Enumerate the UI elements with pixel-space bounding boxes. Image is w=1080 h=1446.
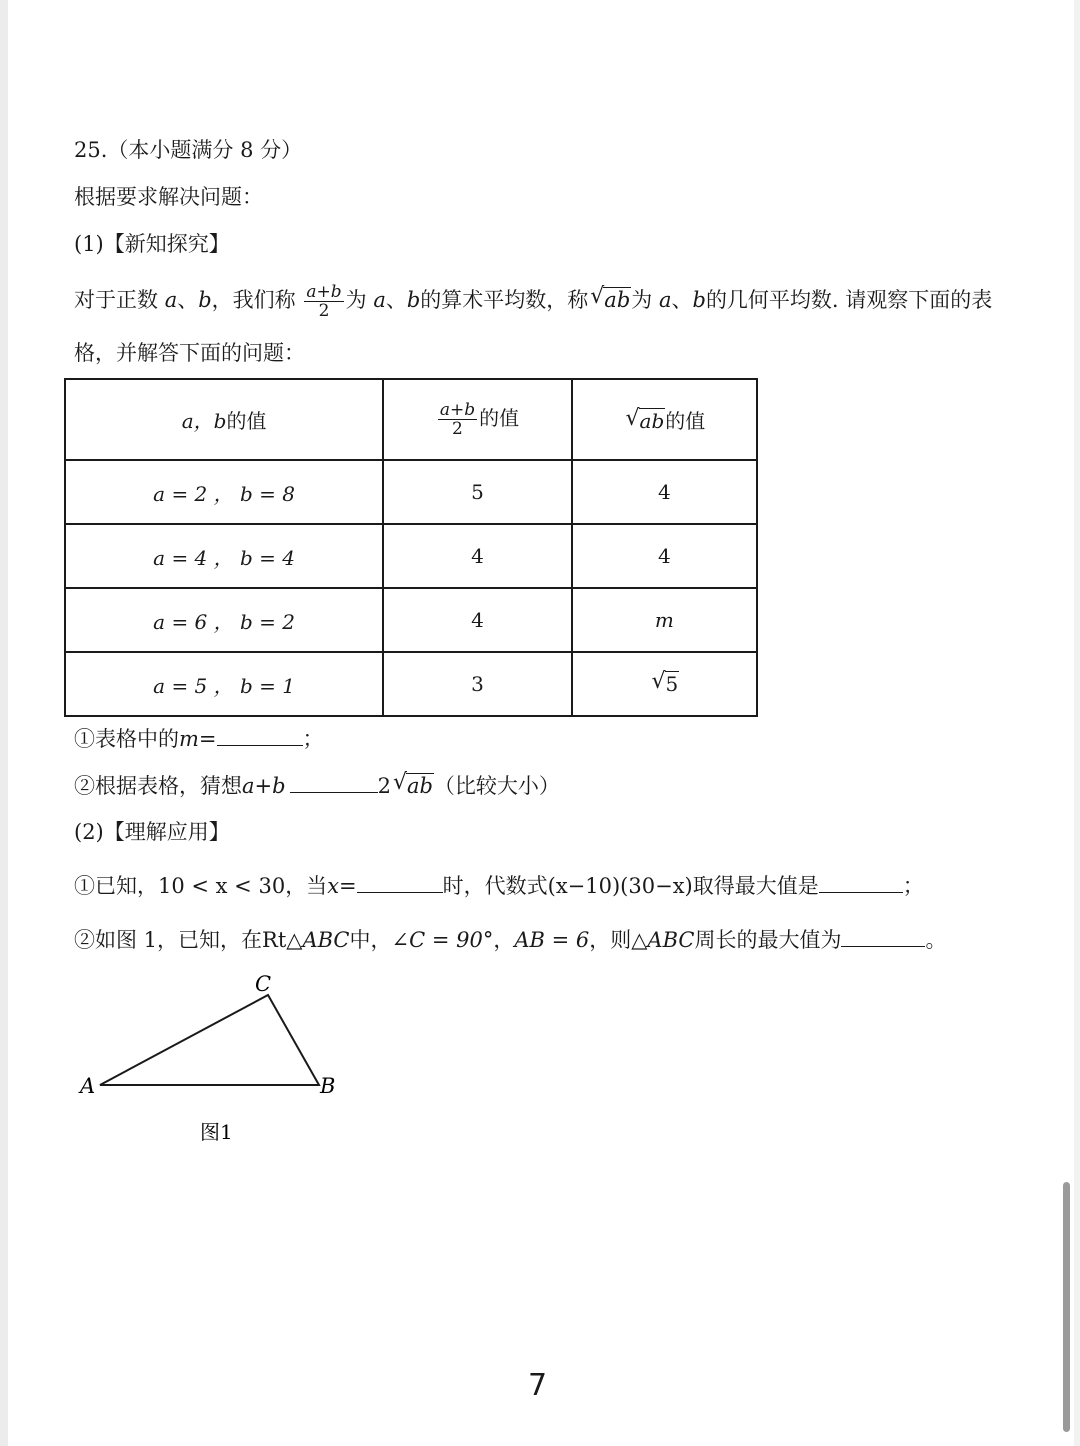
instruction: 根据要求解决问题： xyxy=(74,185,263,209)
table-row: a = 2 ， b = 8 5 4 xyxy=(65,460,757,524)
figure-caption: 图1 xyxy=(200,1120,233,1144)
answer-blank-m[interactable] xyxy=(217,727,303,746)
part1-title: (1)【新知探究】 xyxy=(74,232,230,256)
question-header xyxy=(74,136,302,164)
page-number: 7 xyxy=(528,1368,548,1403)
label-a: A xyxy=(80,1074,96,1098)
table-header-gm: √ ab的值 xyxy=(572,379,757,460)
answer-blank-compare[interactable] xyxy=(290,774,378,793)
page-left-edge xyxy=(0,0,8,1446)
triangle-figure xyxy=(74,965,374,1155)
triangle-abc xyxy=(100,995,319,1085)
table-header-am: $\frac{a+b}{2}$ 的值 xyxy=(383,379,572,460)
values-table xyxy=(64,378,758,717)
part1-q2: ②根据表格，猜想a+b 2 √ ab（比较大小） xyxy=(74,770,560,798)
table-row: a = 4 ， b = 4 4 4 xyxy=(65,524,757,588)
sqrt-ab: √ ab xyxy=(590,284,631,312)
table-header-row xyxy=(65,379,757,460)
part2-q2: ②如图 1，已知，在Rt△ABC中，∠C = 90°，AB = 6，则△ABC周长的最大值为 。 xyxy=(74,928,947,952)
table-row: a = 6 ， b = 2 4 m xyxy=(65,588,757,652)
table-header-ab: a，b的值 xyxy=(65,379,383,460)
answer-blank-max[interactable] xyxy=(819,874,903,893)
question-score: （本小题满分 8 分） xyxy=(107,138,303,162)
answer-blank-perimeter[interactable] xyxy=(841,928,925,947)
fraction-arithmetic-mean: $\frac{a+b}{2}$ xyxy=(306,282,342,321)
intro-line-2: 格，并解答下面的问题： xyxy=(74,341,305,365)
intro-line-1: 对于正数 a、b，我们称 $\frac{a+b}{2}$ 为 a、b的算术平均数，称 √ ab为 a、b的几何平均数. 请观察下面的表 xyxy=(74,282,993,321)
scrollbar[interactable] xyxy=(1063,1182,1070,1432)
part2-title: (2)【理解应用】 xyxy=(74,820,230,844)
table-row: a = 5 ， b = 1 3 √ 5 xyxy=(65,652,757,716)
page-right-edge xyxy=(1074,0,1080,1446)
question-number: 25. xyxy=(74,138,108,162)
part2-q1: ①已知，10 < x < 30，当x= 时，代数式(x−10)(30−x)取得最大值是 ； xyxy=(74,874,924,898)
label-c: C xyxy=(255,972,272,996)
label-b: B xyxy=(320,1074,336,1098)
answer-blank-x[interactable] xyxy=(357,874,443,893)
part1-q1: ①表格中的m= ； xyxy=(74,727,324,751)
